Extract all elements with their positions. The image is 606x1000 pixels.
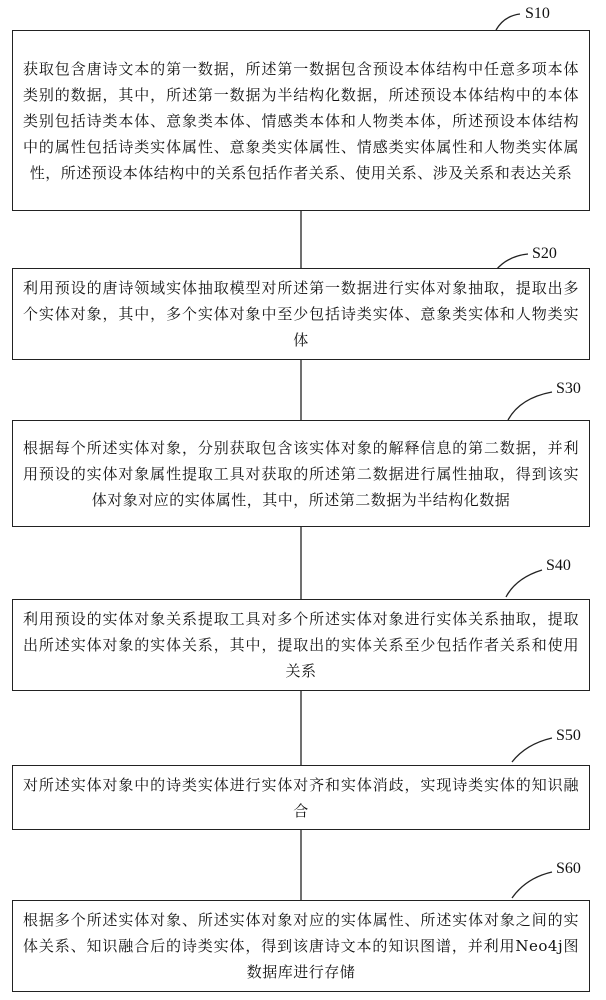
step-3-text: 根据每个所述实体对象，分别获取包含该实体对象的解释信息的第二数据，并利用预设的实体对象属性提取工具对获取的所述第二数据进行属性抽取，得到该实体对象对应的实体属性，其中，所述第二数据为半结构化数据	[23, 438, 579, 509]
step-5-label: S50	[556, 727, 581, 744]
step-6-text: 根据多个所述实体对象、所述实体对象对应的实体属性、所述实体对象之间的实体关系、知识融合后的诗类实体，得到该唐诗文本的知识图谱，并利用Neo4j图数据库进行存储	[23, 911, 579, 981]
step-5-text: 对所述实体对象中的诗类实体进行实体对齐和实体消歧，实现诗类实体的知识融合	[23, 775, 579, 820]
step-2-box	[12, 268, 590, 360]
step-6-label: S60	[556, 860, 581, 877]
step-6-leader	[512, 872, 552, 898]
step-6-box	[12, 900, 590, 992]
step-5-box	[12, 765, 590, 830]
step-5-leader	[512, 738, 552, 762]
step-3-box	[12, 420, 590, 527]
step-2-text: 利用预设的唐诗领域实体抽取模型对所述第一数据进行实体对象抽取，提取出多个实体对象，其中，多个实体对象中至少包括诗类实体、意象类实体和人物类实体	[23, 279, 579, 349]
step-1-label: S10	[525, 5, 550, 22]
step-1-text: 获取包含唐诗文本的第一数据，所述第一数据包含预设本体结构中任意多项本体类别的数据，其中，所述第一数据为半结构化数据，所述预设本体结构中的本体类别包括诗类本体、意象类本体、情感类本体和人物类本体，所述预设本体结构中的属性包括诗类实体属性、意象类实体属性、情感类实体属性和人物类实体属性，所述预设本体结构中的关系包括作者关系、使用关系、涉及关系和表达关系	[23, 59, 579, 182]
step-4-leader	[506, 570, 542, 597]
step-3-label: S30	[556, 380, 581, 397]
step-3-leader	[508, 392, 552, 420]
step-2-label: S20	[532, 245, 557, 262]
step-1-leader	[496, 14, 520, 30]
step-4-box	[12, 599, 590, 691]
step-4-text: 利用预设的实体对象关系提取工具对多个所述实体对象进行实体关系抽取，提取出所述实体对象的实体关系，其中，提取出的实体关系至少包括作者关系和使用关系	[23, 610, 579, 680]
step-1-box	[12, 30, 590, 211]
step-4-label: S40	[546, 557, 571, 574]
